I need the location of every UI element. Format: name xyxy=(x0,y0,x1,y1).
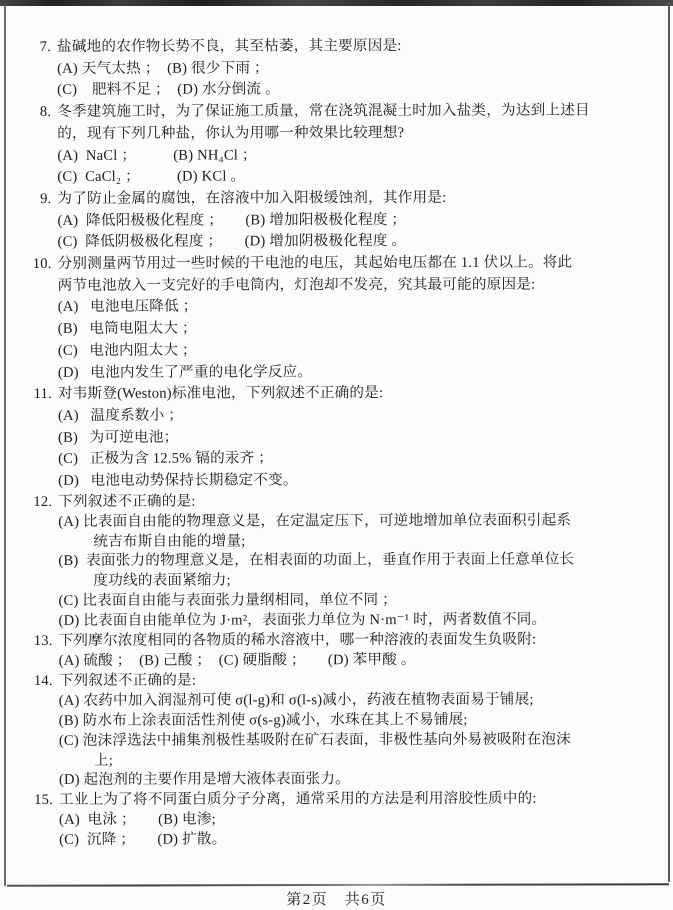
question-stem xyxy=(28,100,646,123)
question-stem xyxy=(30,670,648,692)
question-number: 8. xyxy=(39,104,52,121)
questions-12-15 xyxy=(29,491,648,851)
option-line: (C) 泡沫浮选法中捕集剂极性基吸附在矿石表面，非极性基向外易被吸附在泡沫 xyxy=(58,731,571,749)
option-line: (A) NaCl ； (B) NH₄Cl ； xyxy=(57,146,257,164)
question-13 xyxy=(30,630,648,671)
option-line: (D) 电池电动势保持长期稳定不变。 xyxy=(58,472,298,489)
page-footer: 第2页 共6页 xyxy=(286,892,387,908)
option-line: (A) 硫酸 ； (B) 己酸 ； (C) 硬脂酸 ； (D) 苯甲酸 。 xyxy=(58,652,416,669)
question-number: 9. xyxy=(40,190,52,207)
question-stem-text: 下列摩尔浓度相同的各物质的稀水溶液中，哪一种溶液的表面发生负吸附: xyxy=(58,631,537,650)
question-stem-text: 工业上为了将不同蛋白质分子分离，通常采用的方法是利用溶胶性质中的: xyxy=(58,791,537,809)
option-line: (C) 降低阴极极化程度 ； (D) 增加阴极极化程度 。 xyxy=(57,233,407,251)
option-line: (A) 电泳 ； (B) 电渗; xyxy=(59,811,216,829)
question-stem-text: 下列叙述不正确的是: xyxy=(58,672,197,689)
option-line-continued: 度功线的表面紧缩力; xyxy=(93,572,231,590)
option-line: (B) 表面张力的物理意义是，在相表面的功面上，垂直作用于表面上任意单位长 xyxy=(58,552,575,570)
option-line: (C) 电池内阻太大 ； xyxy=(57,342,197,359)
question-number: 11. xyxy=(33,386,52,403)
option-line-continued: 上; xyxy=(93,752,113,769)
option-line: (B) 防水布上涂表面活性剂使 σ(s-g)减小，水珠在其上不易铺展; xyxy=(58,711,468,729)
question-number: 12. xyxy=(33,493,53,510)
question-stem xyxy=(28,35,646,58)
question-number: 15. xyxy=(34,792,54,809)
question-14 xyxy=(30,670,648,791)
questions-7-11 xyxy=(28,35,647,492)
question-15 xyxy=(30,790,648,851)
question-stem-continued: 的，现有下列几种盐，你认为用哪一种效果比较理想? xyxy=(57,124,405,142)
question-stem xyxy=(29,491,647,513)
option-line: (D) 起泡剂的主要作用是增大液体表面张力。 xyxy=(58,771,350,789)
option-line: (A) 农药中加入润湿剂可使 σ(l-g)和 σ(l-s)减小，药液在植物表面易于铺展; xyxy=(58,691,534,709)
option-line: (A) 天气太热 ； (B) 很少下雨 ； xyxy=(57,60,269,77)
option-line: (A) 比表面自由能的物理意义是，在定温定压下，可逆地增加单位表面积引起系 xyxy=(58,512,572,530)
question-11 xyxy=(29,383,647,493)
option-line: (A) 降低阳极极化程度 ； (B) 增加阳极极化程度 ； xyxy=(57,211,407,229)
option-line: (D) 电池内发生了严重的电化学反应。 xyxy=(57,363,313,381)
option-line: (B) 为可逆电池； xyxy=(58,429,179,446)
option-line: (A) 电池电压降低 ； xyxy=(57,298,198,316)
question-stem xyxy=(30,630,648,652)
question-stem xyxy=(28,187,646,210)
question-number: 13. xyxy=(33,633,53,650)
question-9 xyxy=(28,187,646,254)
option-line: (C) 沉降 ； (D) 扩散。 xyxy=(59,831,227,849)
question-10 xyxy=(29,252,647,384)
question-stem-text: 分别测量两节用过一些时候的干电池的电压，其起始电压都在 1.1 伏以上。将此 xyxy=(57,254,573,272)
question-stem-text: 为了防止金属的腐蚀，在溶液中加入阳极缓蚀剂，其作用是: xyxy=(57,189,447,207)
option-line: (D) 比表面自由能单位为 J·m²，表面张力单位为 N·m⁻¹ 时，两者数值不同。 xyxy=(58,611,547,630)
exam-content xyxy=(28,35,648,851)
question-number: 14. xyxy=(33,672,53,689)
footer-divider xyxy=(7,883,669,887)
question-7 xyxy=(28,35,646,102)
question-12 xyxy=(29,491,647,632)
question-stem-text: 盐碱地的农作物长势不良，其至枯萎，其主要原因是: xyxy=(57,38,402,55)
question-number: 7. xyxy=(39,38,52,55)
question-number: 10. xyxy=(32,255,52,273)
page-right-edge xyxy=(668,3,670,882)
option-line: (C) CaCl₂ ； (D) KCl 。 xyxy=(57,168,246,186)
option-line-continued: 统吉布斯自由能的增量; xyxy=(93,533,246,550)
question-8 xyxy=(28,100,646,188)
question-stem-text: 对韦斯登(Weston)标准电池，下列叙述不正确的是: xyxy=(57,385,384,403)
option-line: (C) 正极为含 12.5% 镉的汞齐 ； xyxy=(58,450,274,468)
scan-top-edge xyxy=(0,0,673,6)
question-stem xyxy=(30,790,648,812)
question-stem-text: 冬季建筑施工时，为了保证施工质量，常在浇筑混凝土时加入盐类，为达到上述目 xyxy=(57,102,590,121)
option-line: (C) 比表面自由能与表面张力量纲相同，单位不同 ； xyxy=(58,592,397,610)
question-stem xyxy=(29,383,647,406)
option-line: (B) 电筒电阻太大 ； xyxy=(57,320,197,338)
option-line: (A) 温度系数小 ； xyxy=(57,407,184,424)
question-stem-text: 下列叙述不正确的是: xyxy=(58,493,196,510)
page-left-edge xyxy=(4,5,6,886)
question-stem-continued: 两节电池放入一支完好的手电筒内，灯泡却不发亮，究其最可能的原因是: xyxy=(57,276,536,294)
option-line: (C) 肥料不足 ； (D) 水分倒流 。 xyxy=(57,81,280,99)
question-stem xyxy=(29,252,647,275)
